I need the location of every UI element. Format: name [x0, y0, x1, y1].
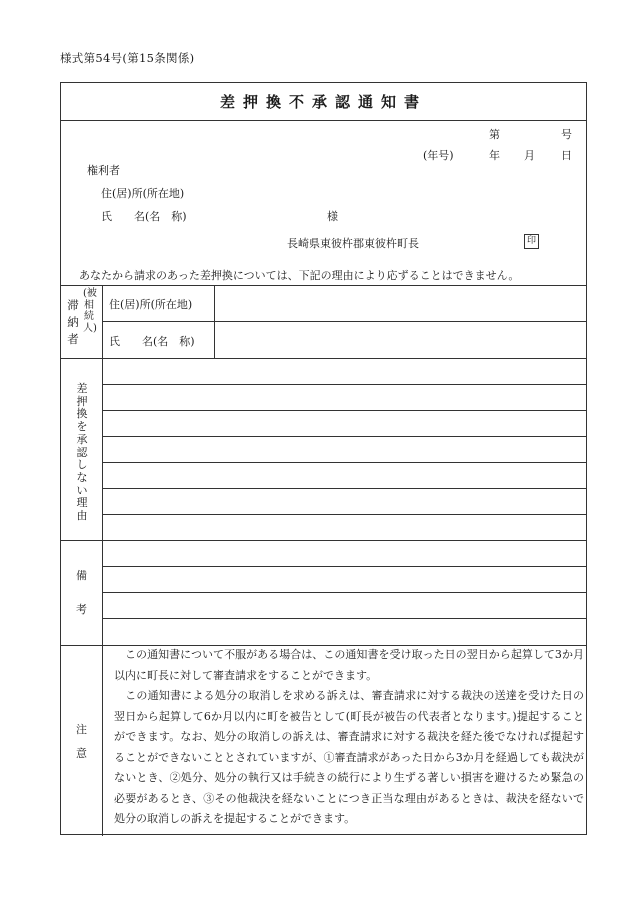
era-label: (年号) [423, 149, 454, 162]
intro-text: あなたから請求のあった差押換については、下記の理由により応ずることはできません。 [79, 269, 520, 282]
official-seal-mark: 印 [524, 234, 539, 249]
note-paragraph-2: この通知書による処分の取消しを求める訴えは、審査請求に対する裁決の送達を受けた日の翌日から起算して6か月以内に町を被告として(町長が被告の代表者となります。)提起することができます。なお、処分の取消しの訴えは、審査請求に対する裁決を経た後でなければ提起することができないこととされていますが、①審査請求があった日から3か月を経過しても裁決がないとき、②処分、処分の執行又は手続きの続行により生ずる著しい損害を避けるため緊急の必要があるとき、③その他裁決を経ないことにつき正当な理由があるときは、裁決を経ないで処分の取消しの訴えを提起することができます。 [114, 689, 584, 825]
reason-line-6 [102, 514, 586, 515]
number-prefix: 第 [489, 128, 500, 141]
divider-delinquent-mid [102, 321, 586, 322]
day-label: 日 [561, 149, 572, 162]
divider-reason-top [61, 358, 586, 359]
number-suffix: 号 [561, 128, 572, 141]
reason-line-2 [102, 410, 586, 411]
remarks-line-1 [102, 566, 586, 567]
reason-line-4 [102, 462, 586, 463]
reason-line-1 [102, 384, 586, 385]
reason-line-5 [102, 488, 586, 489]
honorific: 様 [327, 210, 338, 223]
delinquent-name-label: 氏 名(名 称) [109, 335, 195, 348]
month-label: 月 [524, 149, 535, 162]
delinquent-address-label: 住(居)所(所在地) [109, 298, 193, 311]
label-column-divider [102, 285, 103, 836]
remarks-label-1: 備 [76, 569, 87, 582]
note-paragraph-1: この通知書について不服がある場合は、この通知書を受け取った日の翌日から起算して3か月以内に町長に対して審査請求をすることができます。 [114, 648, 584, 682]
recipient-label: 権利者 [87, 164, 120, 177]
remarks-label-2: 考 [76, 603, 87, 616]
delinquent-field-divider [214, 285, 215, 358]
form-number: 様式第54号(第15条関係) [60, 51, 195, 65]
year-label: 年 [489, 149, 500, 162]
notes-label-2: 意 [76, 747, 87, 760]
remarks-line-3 [102, 618, 586, 619]
issuer: 長崎県東彼杵郡東彼杵町長 [287, 237, 419, 250]
remarks-line-2 [102, 592, 586, 593]
notice-form [60, 82, 587, 835]
delinquent-label: 滞納者 [67, 298, 79, 346]
heir-paren-label: (被相続人) [83, 288, 97, 334]
divider-delinquent-top [61, 285, 586, 286]
notes-label-1: 注 [76, 723, 87, 736]
divider-remarks-top [61, 540, 586, 541]
reason-label: 差押換を承認しない理由 [76, 382, 88, 523]
reason-line-3 [102, 436, 586, 437]
recipient-name-label: 氏 名(名 称) [101, 210, 187, 223]
recipient-address-label: 住(居)所(所在地) [101, 187, 185, 200]
form-title: 差押換不承認通知書 [61, 83, 586, 121]
